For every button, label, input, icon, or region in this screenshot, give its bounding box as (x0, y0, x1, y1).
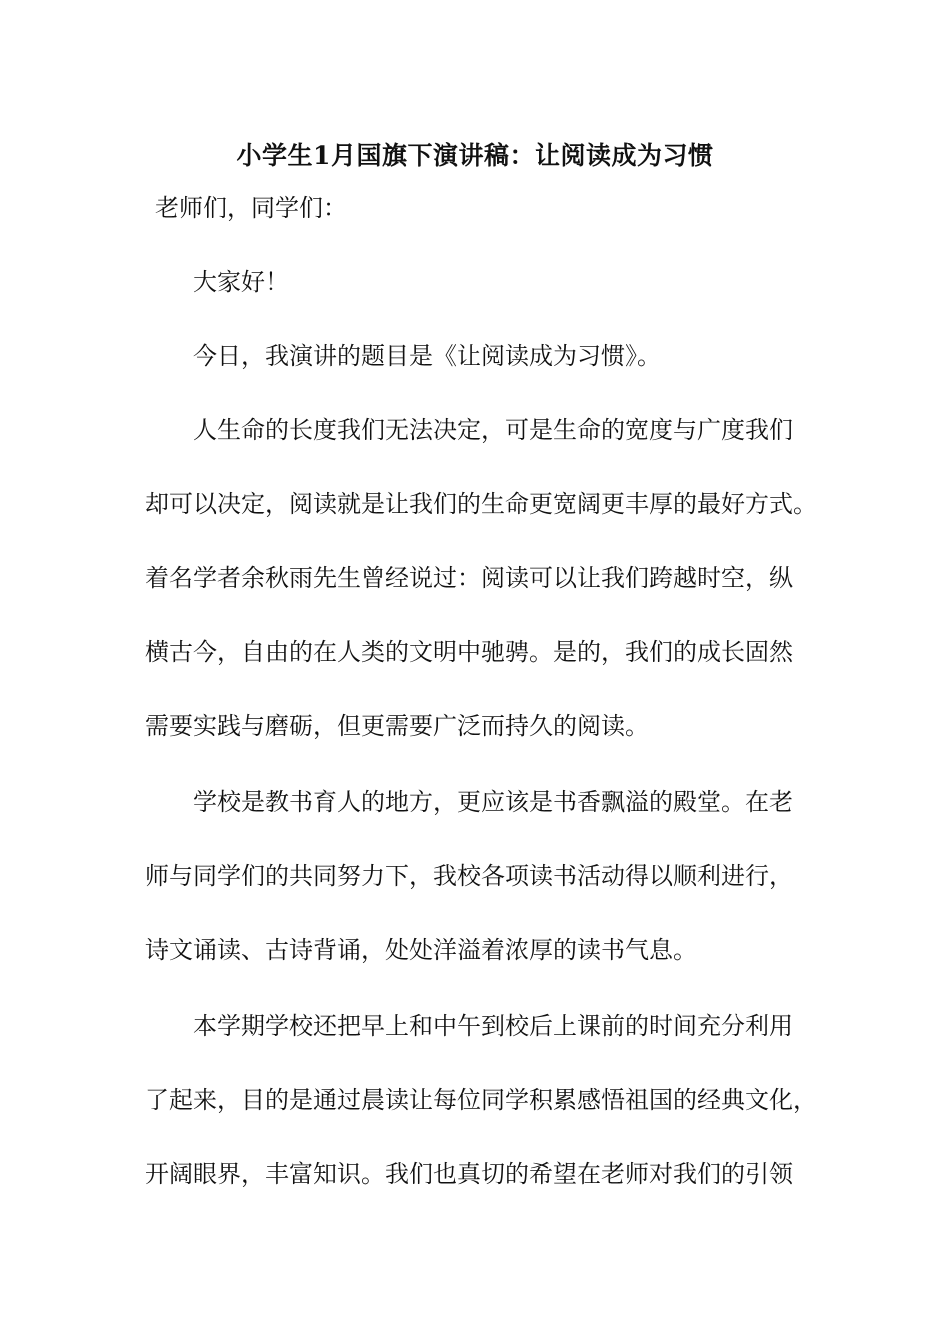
paragraph-line: 需要实践与磨砺，但更需要广泛而持久的阅读。 (145, 712, 649, 740)
paragraph-line: 师与同学们的共同努力下，我校各项读书活动得以顺利进行， (145, 862, 793, 890)
paragraph-line: 本学期学校还把早上和中午到校后上课前的时间充分利用 (193, 1012, 793, 1040)
paragraph-line: 大家好！ (193, 268, 289, 296)
paragraph-line: 诗文诵读、古诗背诵，处处洋溢着浓厚的读书气息。 (145, 936, 697, 964)
paragraph-line: 学校是教书育人的地方，更应该是书香飘溢的殿堂。在老 (193, 788, 793, 816)
paragraph-line: 人生命的长度我们无法决定，可是生命的宽度与广度我们 (193, 416, 793, 444)
paragraph-line: 却可以决定，阅读就是让我们的生命更宽阔更丰厚的最好方式。 (145, 490, 817, 518)
paragraph-line: 开阔眼界，丰富知识。我们也真切的希望在老师对我们的引领 (145, 1160, 793, 1188)
paragraph-line: 了起来，目的是通过晨读让每位同学积累感悟祖国的经典文化， (145, 1086, 817, 1114)
document-title: 小学生1月国旗下演讲稿：让阅读成为习惯 (236, 141, 714, 170)
paragraph-line: 横古今，自由的在人类的文明中驰骋。是的，我们的成长固然 (145, 638, 793, 666)
salutation: 老师们，同学们： (155, 194, 347, 222)
paragraph-line: 今日，我演讲的题目是《让阅读成为习惯》。 (193, 342, 661, 370)
paragraph-line: 着名学者余秋雨先生曾经说过：阅读可以让我们跨越时空，纵 (145, 564, 793, 592)
